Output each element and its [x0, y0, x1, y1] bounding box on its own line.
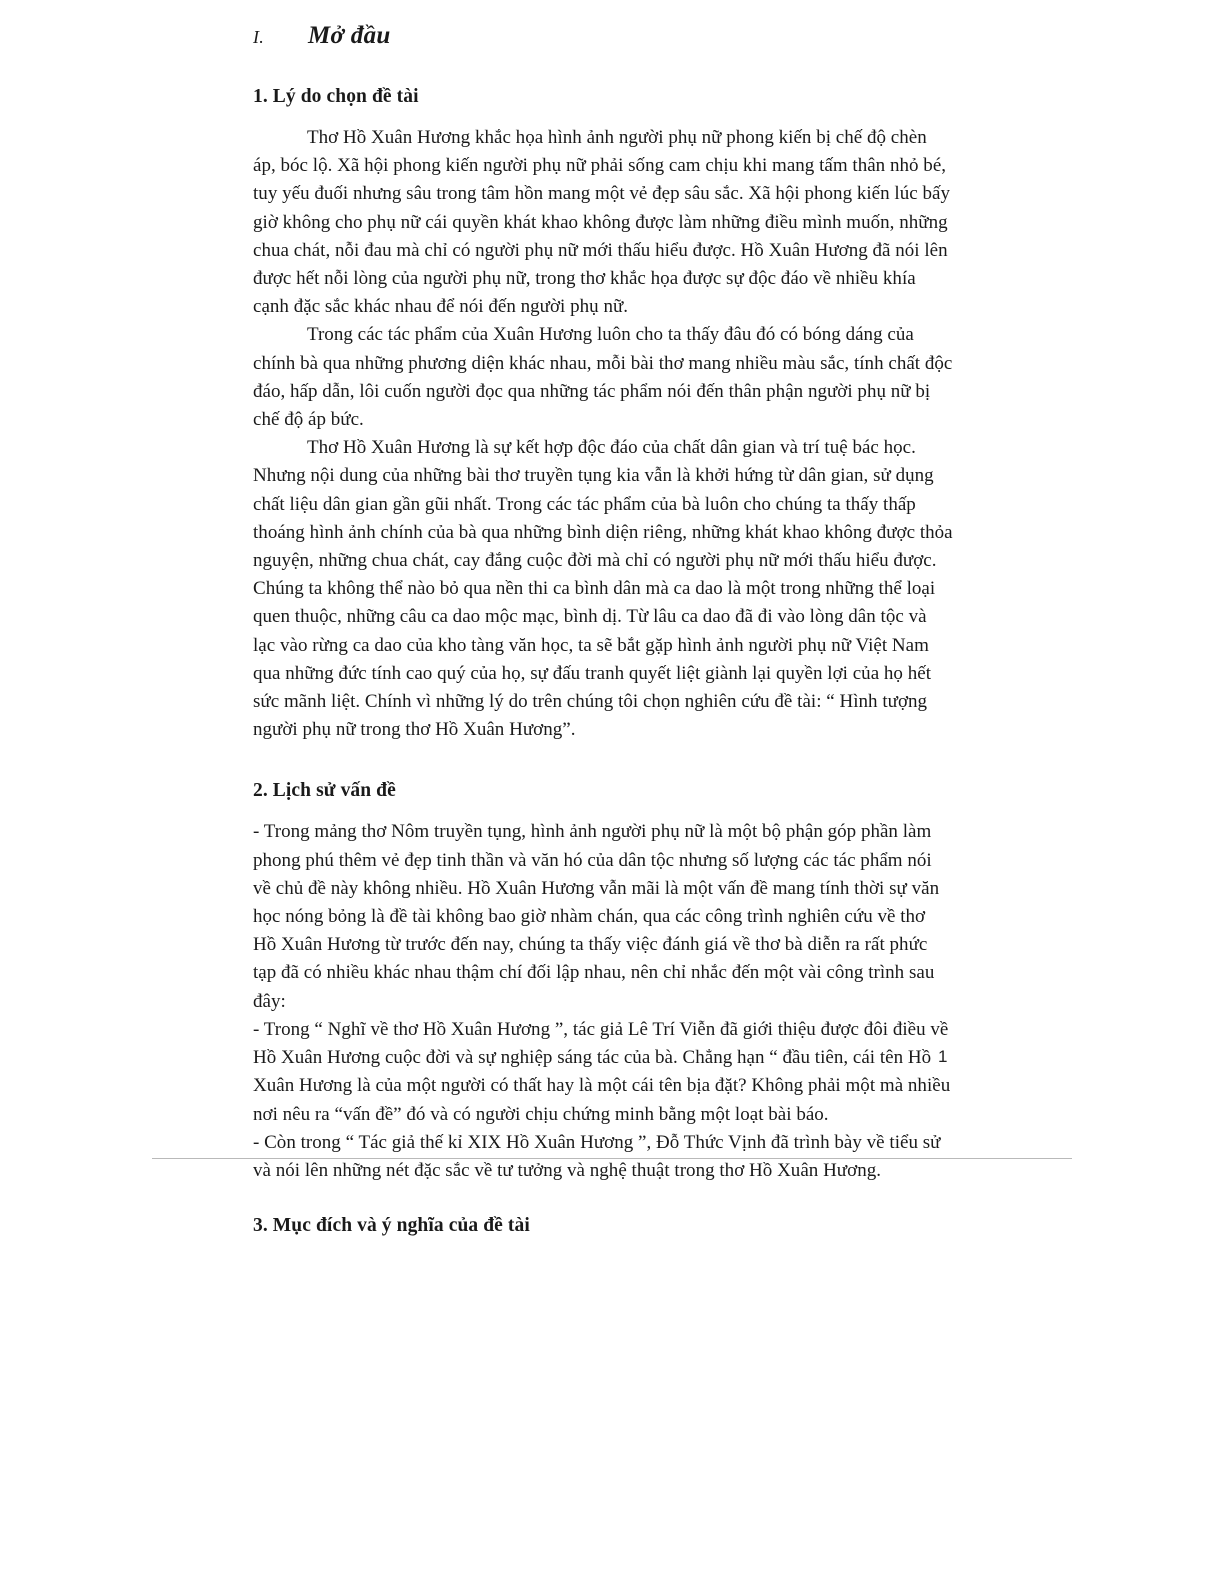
paragraph: Thơ Hồ Xuân Hương khắc họa hình ảnh người phụ nữ phong kiến bị chế độ chèn áp, bóc lộ. Xã hội phong kiến người phụ nữ phải sống cam chịu khi mang tấm thân nhỏ bé, tuy yếu đuối nhưng sâu trong tâm hồn mang một vẻ đẹp sâu sắc. Xã hội phong kiến lúc bấy giờ không cho phụ nữ cái quyền khát khao không được làm những điều mình muốn, những chua chát, nỗi đau mà chỉ có người phụ nữ mới thấu hiểu được. Hồ Xuân Hương đã nói lên được hết nỗi lòng của người phụ nữ, trong thơ khắc họa được sự độc đáo về nhiều khía cạnh đặc sắc khác nhau để nói đến người phụ nữ. — [253, 127, 950, 318]
paragraph: Thơ Hồ Xuân Hương là sự kết hợp độc đáo của chất dân gian và trí tuệ bác học. Nhưng nội dung của những bài thơ truyền tụng kia vẫn là khởi hứng từ dân gian, sử dụng chất liệu dân gian gần gũi nhất. Trong các tác phẩm của bà luôn cho chúng ta thấy thấp thoáng hình ảnh chính của bà qua những bình diện riêng, những khát khao không được thỏa nguyện, những chua chát, cay đắng cuộc đời mà chỉ có người phụ nữ mới thấu hiểu được. Chúng ta không thể nào bỏ qua nền thi ca bình dân mà ca dao là một trong những thể loại quen thuộc, những câu ca dao mộc mạc, bình dị. Từ lâu ca dao đã đi vào lòng dân tộc và lạc vào rừng ca dao của kho tàng văn học, ta sẽ bắt gặp hình ảnh người phụ nữ Việt Nam qua những đức tính cao quý của họ, sự đấu tranh quyết liệt giành lại quyền lợi của họ hết sức mãnh liệt. Chính vì những lý do trên chúng tôi chọn nghiên cứu đề tài: “ Hình tượng người phụ nữ trong thơ Hồ Xuân Hương”. — [253, 437, 953, 741]
footer-divider — [152, 1158, 1072, 1159]
paragraph: Trong các tác phẩm của Xuân Hương luôn cho ta thấy đâu đó có bóng dáng của chính bà qua những phương diện khác nhau, mỗi bài thơ mang nhiều màu sắc, tính chất độc đáo, hấp dẫn, lôi cuốn người đọc qua những tác phẩm nói đến thân phận người phụ nữ bị chế độ áp bức. — [253, 324, 953, 431]
subsection-title-2: 2. Lịch sử vấn đề — [253, 780, 396, 802]
page-number: 1 — [938, 1047, 948, 1066]
page-content — [253, 22, 953, 1237]
list-item: - Trong mảng thơ Nôm truyền tụng, hình ảnh người phụ nữ là một bộ phận góp phần làm phong phú thêm vẻ đẹp tinh thần và văn hó của dân tộc nhưng số lượng các tác phẩm nói về chủ đề này không nhiều. Hồ Xuân Hương vẫn mãi là một vấn đề mang tính thời sự văn học nóng bỏng là đề tài không bao giờ nhàm chán, qua các công trình nghiên cứu về thơ Hồ Xuân Hương từ trước đến nay, chúng ta thấy việc đánh giá về thơ bà diễn ra rất phức tạp đã có nhiều khác nhau thậm chí đối lập nhau, nên chỉ nhắc đến một vài công trình sau đây: — [253, 821, 940, 1012]
subsection-body-1 — [253, 124, 953, 744]
list-item: - Trong “ Nghĩ về thơ Hồ Xuân Hương ”, tác giả Lê Trí Viễn đã giới thiệu được đôi điều về Hồ Xuân Hương cuộc đời và sự nghiệp sáng tác của bà. Chẳng hạn “ đầu tiên, cái tên Hồ Xuân Hương là của một người có thất hay là một cái tên bịa đặt? Không phải một mà nhiều nơi nêu ra “vấn đề” đó và có người chịu chứng minh bằng một loạt bài báo. — [253, 1018, 951, 1125]
section-numeral: I. — [253, 27, 265, 47]
section-heading-text: Mở đầu — [308, 22, 391, 49]
subsection-title-3: 3. Mục đích và ý nghĩa của đề tài — [253, 1215, 530, 1237]
subsection-body-2 — [253, 818, 953, 1185]
subsection-title-1: 1. Lý do chọn đề tài — [253, 86, 419, 107]
list-item: - Còn trong “ Tác giả thế kỉ XIX Hồ Xuân Hương ”, Đỗ Thức Vịnh đã trình bày về tiểu sử và nói lên những nét đặc sắc về tư tưởng và nghệ thuật trong thơ Hồ Xuân Hương. — [253, 1131, 941, 1181]
page-title — [253, 22, 953, 50]
